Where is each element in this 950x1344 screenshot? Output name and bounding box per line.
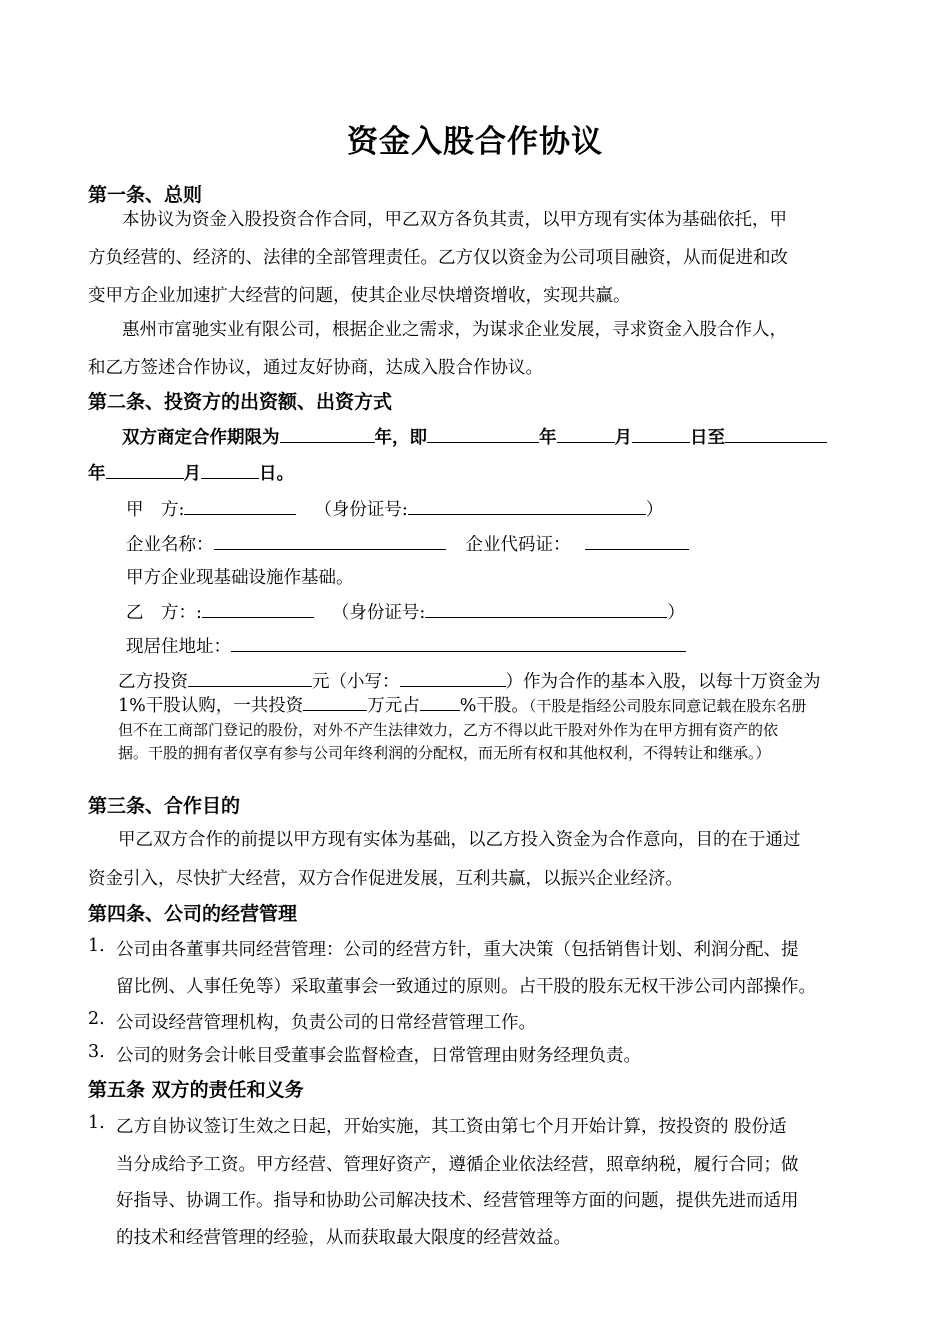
term-line-2 (88, 460, 294, 485)
section3-line-1: 甲乙双方合作的前提以甲方现有实体为基础，以乙方投入资金为合作意向，目的在于通过 (118, 830, 801, 850)
party-a-basis: 甲方企业现基础设施作基础。 (126, 568, 354, 588)
party-b-id-open: （身份证号: (331, 603, 426, 623)
party-a-id-open: （身份证号: (314, 500, 408, 520)
term-text-3: 年 (539, 428, 557, 448)
company-code-label: 企业代码证： (465, 535, 571, 555)
party-b-label: 乙 方：: (126, 603, 202, 623)
section5-item1-line2: 当分成给予工资。甲方经营、管理好资产，遵循企业依法经营，照章纳税，履行合同；做 (116, 1155, 799, 1175)
document-title: 资金入股合作协议 (347, 124, 603, 160)
section4-item1-line2: 留比例、人事任免等）采取董事会一致通过的原则。占干股的股东无权干涉公司内部操作。 (116, 977, 816, 997)
address-blank[interactable] (231, 633, 686, 652)
company-name-label: 企业名称： (126, 535, 214, 555)
section3-heading: 第三条、合作目的 (88, 795, 241, 817)
section2-heading: 第二条、投资方的出资额、出资方式 (88, 391, 393, 413)
term-text-1: 双方商定合作期限为 (122, 428, 280, 448)
section5-heading: 第五条 双方的责任和义务 (88, 1079, 304, 1101)
company-name-blank[interactable] (214, 531, 446, 550)
term2-text-2: 月 (183, 464, 201, 484)
party-a-label: 甲 方: (126, 500, 185, 520)
invest-wan-blank[interactable] (303, 692, 367, 711)
term2-text-1: 年 (88, 464, 106, 484)
invest-text-3: ）作为合作的基本入股，以每十万资金为 (505, 672, 821, 692)
section1-line-2: 方负经营的、经济的、法律的全部管理责任。乙方仅以资金为公司项目融资，从而促进和改 (88, 248, 788, 268)
invest-line-2 (118, 692, 806, 717)
party-a-name-blank[interactable] (184, 496, 296, 515)
section5-item1-line4: 的技术和经营管理的经验，从而获取最大限度的经营效益。 (116, 1228, 571, 1248)
section5-item1-line1: 乙方自协议签订生效之日起，开始实施，其工资由第七个月开始计算，按投资的 股份适 (116, 1117, 787, 1137)
section1-heading: 第一条、总则 (88, 184, 203, 206)
invest-text-1: 乙方投资 (118, 672, 188, 692)
term-text-4: 月 (614, 428, 632, 448)
start-month-blank[interactable] (557, 424, 615, 443)
section1-line-3: 变甲方企业加速扩大经营的问题，使其企业尽快增资增收，实现共赢。 (88, 286, 631, 306)
section4-item2-number: 2. (88, 1009, 105, 1029)
section4-item3-number: 3. (88, 1042, 105, 1062)
section4-item3-line1: 公司的财务会计帐目受董事会监督检查，日常管理由财务经理负责。 (116, 1046, 641, 1066)
party-b-line (126, 599, 685, 624)
address-line (126, 633, 686, 658)
party-a-line (126, 496, 663, 521)
end-month-prefix-blank[interactable] (106, 460, 184, 479)
invest-note-1: （干股是指经公司股东同意记载在股东名册 (528, 697, 807, 715)
party-b-name-blank[interactable] (202, 599, 314, 618)
term-text-2: 年，即 (374, 428, 427, 448)
start-year-blank[interactable] (427, 424, 539, 443)
term-years-blank[interactable] (280, 424, 375, 443)
address-label: 现居住地址： (126, 637, 231, 657)
invest-text-4: 1%干股认购，一共投资 (118, 696, 304, 716)
party-a-id-blank[interactable] (408, 496, 646, 515)
invest-text-5: 万元占 (367, 696, 420, 716)
term2-text-3: 日。 (259, 464, 294, 484)
invest-amount-numeric-blank[interactable] (400, 668, 506, 687)
company-line (126, 531, 689, 556)
section3-line-2: 资金引入，尽快扩大经营，双方合作促进发展，互利共赢，以振兴企业经济。 (88, 869, 683, 889)
section1-line-1: 本协议为资金入股投资合作合同，甲乙双方各负其责，以甲方现有实体为基础依托，甲 (122, 210, 787, 230)
invest-amount-blank[interactable] (188, 668, 312, 687)
end-year-blank[interactable] (725, 424, 827, 443)
invest-percent-blank[interactable] (420, 692, 460, 711)
term-line (122, 424, 827, 449)
section4-item1-number: 1. (88, 936, 105, 956)
section4-item2-line1: 公司设经营管理机构，负责公司的日常经营管理工作。 (116, 1013, 536, 1033)
end-day-blank[interactable] (201, 460, 259, 479)
invest-line-1 (118, 668, 821, 693)
invest-note-3: 据。干股的拥有者仅享有参与公司年终利润的分配权，而无所有权和其他权利，不得转让和继承。） (118, 744, 771, 762)
section1-line-5: 和乙方签述合作协议，通过友好协商，达成入股合作协议。 (88, 358, 543, 378)
section5-item1-number: 1. (88, 1113, 105, 1133)
term-text-5: 日至 (690, 428, 725, 448)
invest-text-6: %干股。 (459, 696, 529, 716)
section5-item1-line3: 好指导、协调工作。指导和协助公司解决技术、经营管理等方面的问题，提供先进而适用 (116, 1191, 799, 1211)
section4-heading: 第四条、公司的经营管理 (88, 903, 298, 925)
invest-note-2: 但不在工商部门登记的股份，对外不产生法律效力，乙方不得以此干股对外作为在甲方拥有资产的依 (118, 721, 779, 739)
invest-text-2: 元（小写： (312, 672, 400, 692)
party-a-id-close: ） (645, 500, 664, 520)
party-b-id-close: ） (667, 603, 685, 623)
company-code-blank[interactable] (585, 531, 689, 550)
start-day-blank[interactable] (632, 424, 690, 443)
section4-item1-line1: 公司由各董事共同经营管理：公司的经营方针，重大决策（包括销售计划、利润分配、提 (116, 940, 799, 960)
party-b-id-blank[interactable] (425, 599, 667, 618)
section1-line-4: 惠州市富驰实业有限公司，根据企业之需求，为谋求企业发展，寻求资金入股合作人， (122, 320, 787, 340)
